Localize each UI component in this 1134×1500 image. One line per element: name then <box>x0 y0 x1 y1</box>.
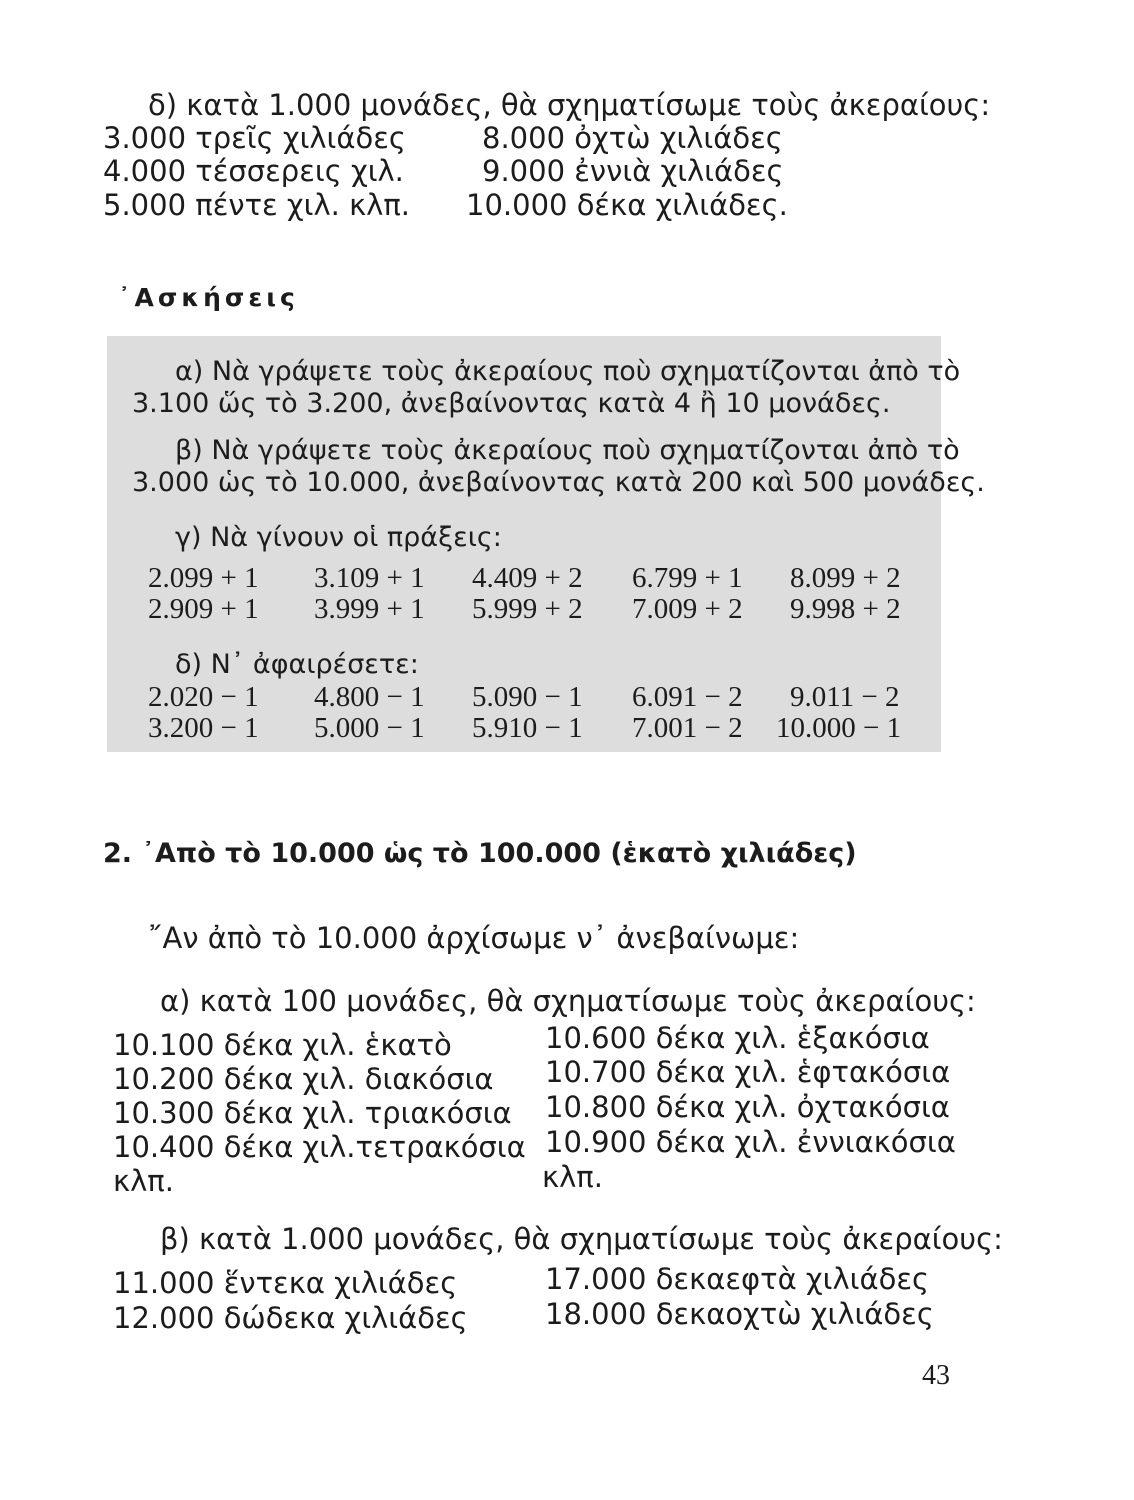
operation: 6.091 − 2 <box>632 681 743 713</box>
operation: 3.200 − 1 <box>148 712 259 744</box>
operation: 2.099 + 1 <box>148 562 259 594</box>
operation: 9.998 + 2 <box>790 593 901 625</box>
operation: 7.009 + 2 <box>632 593 743 625</box>
page-number: 43 <box>922 1360 950 1391</box>
list-item: 18.000 δεκαοχτὼ χιλιάδες <box>545 1297 934 1331</box>
list-item: 10.900 δέκα χιλ. ἐννιακόσια <box>545 1125 956 1159</box>
list-item: 10.200 δέκα χιλ. διακόσια <box>113 1062 494 1096</box>
list-item: 10.300 δέκα χιλ. τριακόσια <box>113 1096 512 1130</box>
list-item: 10.400 δέκα χιλ.τετρακόσια <box>113 1130 526 1164</box>
operation: 3.999 + 1 <box>314 593 425 625</box>
list-item: 10.000 δέκα χιλιάδες. <box>466 188 788 222</box>
operation: 10.000 − 1 <box>776 712 902 744</box>
list-item: 5.000 πέντε χιλ. κλπ. <box>103 188 411 222</box>
exercise-b-line1: β) Νὰ γράψετε τοὺς ἀκεραίους ποὺ σχηματίζονται ἀπὸ τὸ <box>175 435 960 466</box>
section-2-intro: ῎Αν ἀπὸ τὸ 10.000 ἀρχίσωμε ν᾿ ἀνεβαίνωμε: <box>148 921 800 955</box>
operation: 5.910 − 1 <box>472 712 583 744</box>
list-item: 10.600 δέκα χιλ. ἑξακόσια <box>545 1021 930 1055</box>
exercise-g-label: γ) Νὰ γίνουν οἱ πράξεις: <box>175 522 502 553</box>
section-2-b-intro: β) κατὰ 1.000 μονάδες, θὰ σχηματίσωμε τοὺς ἀκεραίους: <box>160 1222 1003 1256</box>
exercise-a-line1: α) Νὰ γράψετε τοὺς ἀκεραίους ποὺ σχηματίζονται ἀπὸ τὸ <box>175 356 961 387</box>
operation: 5.090 − 1 <box>472 681 583 713</box>
list-item: 8.000 ὀχτὼ χιλιάδες <box>482 121 783 155</box>
operation: 7.001 − 2 <box>632 712 743 744</box>
operation: 6.799 + 1 <box>632 562 743 594</box>
list-item: 3.000 τρεῖς χιλιάδες <box>103 121 406 155</box>
exercise-d-label: δ) Ν᾿ ἀφαιρέσετε: <box>175 649 419 680</box>
operation: 4.800 − 1 <box>314 681 425 713</box>
list-item: 12.000 δώδεκα χιλιάδες <box>113 1301 468 1335</box>
exercise-b-line2: 3.000 ὡς τὸ 10.000, ἀνεβαίνοντας κατὰ 200 καὶ 500 μονάδες. <box>132 467 985 498</box>
exercise-a-line2: 3.100 ὥς τὸ 3.200, ἀνεβαίνοντας κατὰ 4 ἢ 10 μονάδες. <box>132 388 891 419</box>
section-2-title: 2. ᾿Απὸ τὸ 10.000 ὡς τὸ 100.000 (ἑκατὸ χιλιάδες) <box>103 838 857 869</box>
list-item: 17.000 δεκαεφτὰ χιλιάδες <box>545 1262 930 1296</box>
operation: 3.109 + 1 <box>314 562 425 594</box>
operation: 4.409 + 2 <box>472 562 583 594</box>
operation: 2.020 − 1 <box>148 681 259 713</box>
list-item: 11.000 ἕντεκα χιλιάδες <box>113 1266 458 1300</box>
operation: 9.011 − 2 <box>790 681 900 713</box>
operation: 5.999 + 2 <box>472 593 583 625</box>
operation: 2.909 + 1 <box>148 593 259 625</box>
exercises-heading: ᾿Ασκήσεις <box>118 283 299 312</box>
section-2-a-intro: α) κατὰ 100 μονάδες, θὰ σχηματίσωμε τοὺς ἀκεραίους: <box>160 984 976 1018</box>
list-item: 10.800 δέκα χιλ. ὀχτακόσια <box>545 1090 950 1124</box>
list-item: 10.100 δέκα χιλ. ἑκατὸ <box>113 1028 452 1062</box>
operation: 8.099 + 2 <box>790 562 901 594</box>
list-item: κλπ. <box>113 1164 174 1198</box>
list-item: 10.700 δέκα χιλ. ἑφτακόσια <box>545 1055 951 1089</box>
delta-intro-line: δ) κατὰ 1.000 μονάδες, θὰ σχηματίσωμε τοὺς ἀκεραίους: <box>148 88 991 122</box>
list-item: 9.000 ἐννιὰ χιλιάδες <box>482 154 784 188</box>
operation: 5.000 − 1 <box>314 712 425 744</box>
list-item: 4.000 τέσσερεις χιλ. <box>103 154 404 188</box>
list-item: κλπ. <box>542 1160 603 1194</box>
